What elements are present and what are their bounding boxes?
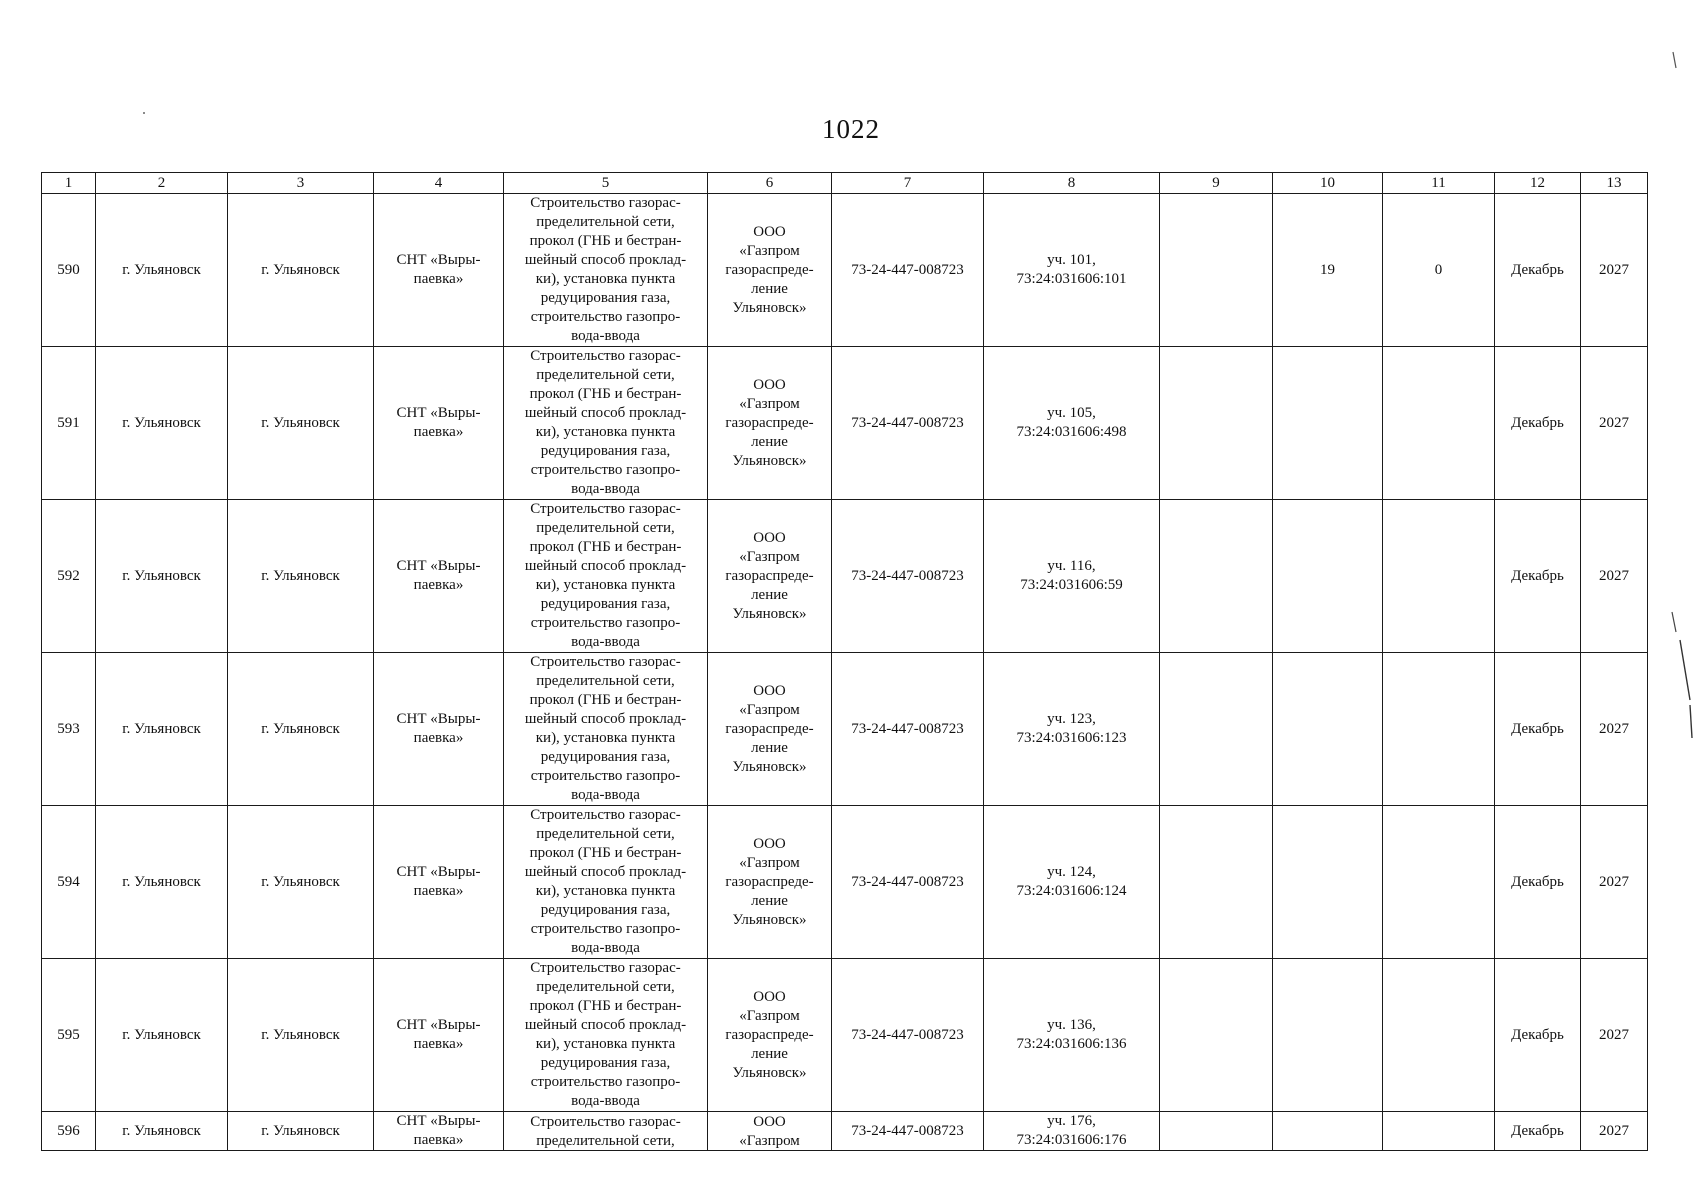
column-9-cell [1160,959,1273,1112]
location-cell-line: паевка» [413,1036,464,1052]
column-number-row [42,173,1648,194]
organization-cell-line: «Газпром [739,1133,800,1149]
table-row [42,959,1648,1112]
table-row [42,500,1648,653]
organization-cell-line: Ульяновск» [732,299,807,316]
organization-cell-line: газораспреде- [725,873,814,890]
work-description-cell-line: Строительство газорас- [530,501,681,517]
organization-cell-line: ление [751,433,788,450]
registry-number-cell: 73-24-447-008723 [832,500,984,653]
registry-number-cell: 73-24-447-008723 [832,653,984,806]
organization-cell-line: «Газпром [739,242,800,259]
work-description-cell-line: ки), установка пункта [535,730,676,746]
cadastral-cell [984,959,1160,1112]
registry-number-cell: 73-24-447-008723 [832,1112,984,1151]
column-header: 4 [374,173,504,194]
column-header: 5 [504,173,708,194]
organization-cell [708,806,832,959]
settlement-cell: г. Ульяновск [228,1112,374,1151]
column-header: 6 [708,173,832,194]
organization-cell-line: ООО [753,376,786,393]
registry-number-cell: 73-24-447-008723 [832,194,984,347]
cadastral-cell-line: уч. 105, [1047,405,1096,421]
organization-cell-line: «Газпром [739,1007,800,1024]
location-cell-line: паевка» [413,424,464,440]
column-9-cell [1160,1112,1273,1151]
work-description-cell [504,653,708,806]
organization-cell-line: ление [751,586,788,603]
column-10-cell [1273,1112,1383,1151]
location-cell-line: паевка» [413,883,464,899]
year-cell: 2027 [1581,500,1648,653]
location-cell-line: СНТ «Выры- [396,864,481,880]
work-description-cell-line: вода-ввода [571,940,640,956]
organization-cell-line: ление [751,739,788,756]
row-number-cell: 595 [42,959,96,1112]
registry-number-cell: 73-24-447-008723 [832,806,984,959]
location-cell-line: СНТ «Выры- [396,558,481,574]
work-description-cell-line: редуцирования газа, [540,1055,671,1071]
work-description-cell-line: редуцирования газа, [540,290,671,306]
work-description-cell-line: прокол (ГНБ и бестран- [529,539,682,555]
organization-cell-line: газораспреде- [725,414,814,431]
cadastral-cell-line: 73:24:031606:123 [1016,730,1127,746]
work-description-cell [504,347,708,500]
work-description-cell-line: строительство газопро- [530,768,681,784]
organization-cell-line: газораспреде- [725,720,814,737]
organization-cell-line: Ульяновск» [732,911,807,928]
work-description-cell-line: Строительство газорас- [530,195,681,211]
column-11-cell [1383,1112,1495,1151]
work-description-cell-line: шейный способ проклад- [524,711,687,727]
settlement-cell: г. Ульяновск [228,194,374,347]
work-description-cell-line: пределительной сети, [536,826,675,842]
cadastral-cell-line: 73:24:031606:59 [1020,577,1123,593]
column-header: 13 [1581,173,1648,194]
work-description-cell-line: строительство газопро- [530,921,681,937]
organization-cell-line: ление [751,1045,788,1062]
organization-cell-line: ООО [753,1114,786,1130]
cadastral-cell [984,653,1160,806]
location-cell [374,806,504,959]
settlement-cell: г. Ульяновск [228,653,374,806]
location-cell-line: СНТ «Выры- [396,1017,481,1033]
location-cell [374,347,504,500]
cadastral-cell-line: 73:24:031606:136 [1016,1036,1127,1052]
organization-cell-line: «Газпром [739,548,800,565]
work-description-cell-line: прокол (ГНБ и бестран- [529,845,682,861]
column-11-cell [1383,347,1495,500]
row-number-cell: 592 [42,500,96,653]
work-description-cell [504,500,708,653]
column-10-cell [1273,959,1383,1112]
column-11-cell [1383,653,1495,806]
row-number-cell: 593 [42,653,96,806]
location-cell-line: СНТ «Выры- [396,252,481,268]
organization-cell-line: «Газпром [739,701,800,718]
organization-cell [708,653,832,806]
work-description-cell-line: Строительство газорас- [530,654,681,670]
column-9-cell [1160,653,1273,806]
work-description-cell-line: Строительство газорас- [530,807,681,823]
month-cell: Декабрь [1495,1112,1581,1151]
work-description-cell-line: ки), установка пункта [535,424,676,440]
location-cell-line: СНТ «Выры- [396,405,481,421]
location-cell-line: паевка» [413,1132,464,1148]
organization-cell-line: Ульяновск» [732,758,807,775]
work-description-cell-line: редуцирования газа, [540,902,671,918]
work-description-cell-line: прокол (ГНБ и бестран- [529,692,682,708]
column-11-cell [1383,959,1495,1112]
work-description-cell-line: шейный способ проклад- [524,252,687,268]
organization-cell-line: «Газпром [739,854,800,871]
column-11-cell [1383,500,1495,653]
organization-cell-line: «Газпром [739,395,800,412]
organization-cell [708,500,832,653]
work-description-cell-line: шейный способ проклад- [524,1017,687,1033]
work-description-cell-line: редуцирования газа, [540,749,671,765]
organization-cell-line: ООО [753,682,786,699]
work-description-cell-line: пределительной сети, [536,367,675,383]
page-number: 1022 [822,114,880,144]
work-description-cell-line: ки), установка пункта [535,577,676,593]
column-10-cell: 19 [1273,194,1383,347]
settlement-cell: г. Ульяновск [228,347,374,500]
organization-cell-line: ООО [753,988,786,1005]
work-description-cell-line: пределительной сети, [536,520,675,536]
work-description-cell [504,806,708,959]
cadastral-cell-line: уч. 176, [1047,1113,1096,1129]
column-11-cell: 0 [1383,194,1495,347]
organization-cell-line: ление [751,280,788,297]
settlement-cell: г. Ульяновск [228,500,374,653]
location-cell-line: паевка» [413,730,464,746]
column-9-cell [1160,500,1273,653]
row-number-cell: 591 [42,347,96,500]
column-9-cell [1160,806,1273,959]
organization-cell-line: газораспреде- [725,1026,814,1043]
work-description-cell-line: вода-ввода [571,634,640,650]
month-cell: Декабрь [1495,959,1581,1112]
work-description-cell-line: вода-ввода [571,787,640,803]
municipality-cell: г. Ульяновск [96,959,228,1112]
month-cell: Декабрь [1495,806,1581,959]
column-header: 8 [984,173,1160,194]
work-description-cell-line: прокол (ГНБ и бестран- [529,386,682,402]
work-description-cell-line: строительство газопро- [530,309,681,325]
column-header: 3 [228,173,374,194]
table-row [42,653,1648,806]
municipality-cell: г. Ульяновск [96,653,228,806]
work-description-cell-line: ки), установка пункта [535,271,676,287]
month-cell: Декабрь [1495,347,1581,500]
table-row [42,194,1648,347]
settlement-cell: г. Ульяновск [228,806,374,959]
column-header: 12 [1495,173,1581,194]
year-cell: 2027 [1581,959,1648,1112]
column-header: 1 [42,173,96,194]
organization-cell-line: газораспреде- [725,261,814,278]
organization-cell-line: ООО [753,835,786,852]
location-cell [374,194,504,347]
column-11-cell [1383,806,1495,959]
month-cell: Декабрь [1495,653,1581,806]
work-description-cell-line: строительство газопро- [530,615,681,631]
row-number-cell: 596 [42,1112,96,1151]
organization-cell [708,347,832,500]
scan-mark [1690,705,1692,738]
work-description-cell [504,1112,708,1151]
cadastral-cell-line: 73:24:031606:101 [1016,271,1127,287]
column-10-cell [1273,347,1383,500]
work-description-cell-line: пределительной сети, [536,979,675,995]
work-description-cell-line: пределительной сети, [536,214,675,230]
work-description-cell-line: Строительство газорас- [530,348,681,364]
work-description-cell-line: Строительство газорас- [530,960,681,976]
scan-mark [1680,640,1690,700]
column-header: 9 [1160,173,1273,194]
organization-cell-line: ление [751,892,788,909]
work-description-cell [504,194,708,347]
location-cell-line: паевка» [413,577,464,593]
cadastral-cell-line: уч. 116, [1047,558,1096,574]
work-description-cell-line: шейный способ проклад- [524,864,687,880]
column-header: 7 [832,173,984,194]
column-header: 11 [1383,173,1495,194]
work-description-cell-line: пределительной сети, [536,673,675,689]
row-number-cell: 590 [42,194,96,347]
cadastral-cell-line: уч. 124, [1047,864,1096,880]
scan-mark [1672,612,1676,632]
work-description-cell-line: пределительной сети, [536,1133,675,1149]
work-description-cell-line: строительство газопро- [530,462,681,478]
work-description-cell-line: Строительство газорас- [530,1114,681,1130]
work-description-cell-line: вода-ввода [571,481,640,497]
work-description-cell-line: шейный способ проклад- [524,558,687,574]
location-cell [374,500,504,653]
cadastral-cell [984,1112,1160,1151]
work-description-cell-line: ки), установка пункта [535,883,676,899]
registry-number-cell: 73-24-447-008723 [832,347,984,500]
organization-cell-line: ООО [753,529,786,546]
cadastral-cell-line: 73:24:031606:498 [1016,424,1127,440]
cadastral-cell-line: уч. 136, [1047,1017,1096,1033]
settlement-cell: г. Ульяновск [228,959,374,1112]
work-description-cell [504,959,708,1112]
column-10-cell [1273,653,1383,806]
organization-cell [708,1112,832,1151]
work-description-cell-line: строительство газопро- [530,1074,681,1090]
municipality-cell: г. Ульяновск [96,1112,228,1151]
column-9-cell [1160,347,1273,500]
organization-cell-line: ООО [753,223,786,240]
cadastral-cell-line: 73:24:031606:124 [1016,883,1127,899]
location-cell-line: СНТ «Выры- [396,711,481,727]
cadastral-cell-line: 73:24:031606:176 [1016,1132,1127,1148]
year-cell: 2027 [1581,194,1648,347]
year-cell: 2027 [1581,1112,1648,1151]
cadastral-cell [984,194,1160,347]
work-description-cell-line: прокол (ГНБ и бестран- [529,998,682,1014]
work-description-cell-line: редуцирования газа, [540,596,671,612]
location-cell [374,1112,504,1151]
cadastral-cell [984,806,1160,959]
table-row [42,347,1648,500]
organization-cell-line: Ульяновск» [732,452,807,469]
municipality-cell: г. Ульяновск [96,347,228,500]
cadastral-cell [984,347,1160,500]
table-row [42,806,1648,959]
organization-cell [708,959,832,1112]
column-10-cell [1273,500,1383,653]
location-cell [374,653,504,806]
work-description-cell-line: вода-ввода [571,1093,640,1109]
municipality-cell: г. Ульяновск [96,500,228,653]
cadastral-cell-line: уч. 123, [1047,711,1096,727]
organization-cell-line: Ульяновск» [732,1064,807,1081]
municipality-cell: г. Ульяновск [96,194,228,347]
location-cell-line: СНТ «Выры- [396,1113,481,1129]
month-cell: Декабрь [1495,500,1581,653]
row-number-cell: 594 [42,806,96,959]
registry-number-cell: 73-24-447-008723 [832,959,984,1112]
scan-mark [1673,52,1676,68]
column-header: 2 [96,173,228,194]
location-cell [374,959,504,1112]
year-cell: 2027 [1581,806,1648,959]
organization-cell [708,194,832,347]
column-10-cell [1273,806,1383,959]
work-description-cell-line: ки), установка пункта [535,1036,676,1052]
organization-cell-line: газораспреде- [725,567,814,584]
cadastral-cell-line: уч. 101, [1047,252,1096,268]
work-description-cell-line: редуцирования газа, [540,443,671,459]
location-cell-line: паевка» [413,271,464,287]
work-description-cell-line: вода-ввода [571,328,640,344]
organization-cell-line: Ульяновск» [732,605,807,622]
table-body [42,194,1648,1151]
column-header: 10 [1273,173,1383,194]
column-9-cell [1160,194,1273,347]
year-cell: 2027 [1581,347,1648,500]
cadastral-cell [984,500,1160,653]
municipality-cell: г. Ульяновск [96,806,228,959]
work-description-cell-line: прокол (ГНБ и бестран- [529,233,682,249]
work-description-cell-line: шейный способ проклад- [524,405,687,421]
month-cell: Декабрь [1495,194,1581,347]
land-plots-table [41,172,1648,1151]
year-cell: 2027 [1581,653,1648,806]
table-row [42,1112,1648,1151]
